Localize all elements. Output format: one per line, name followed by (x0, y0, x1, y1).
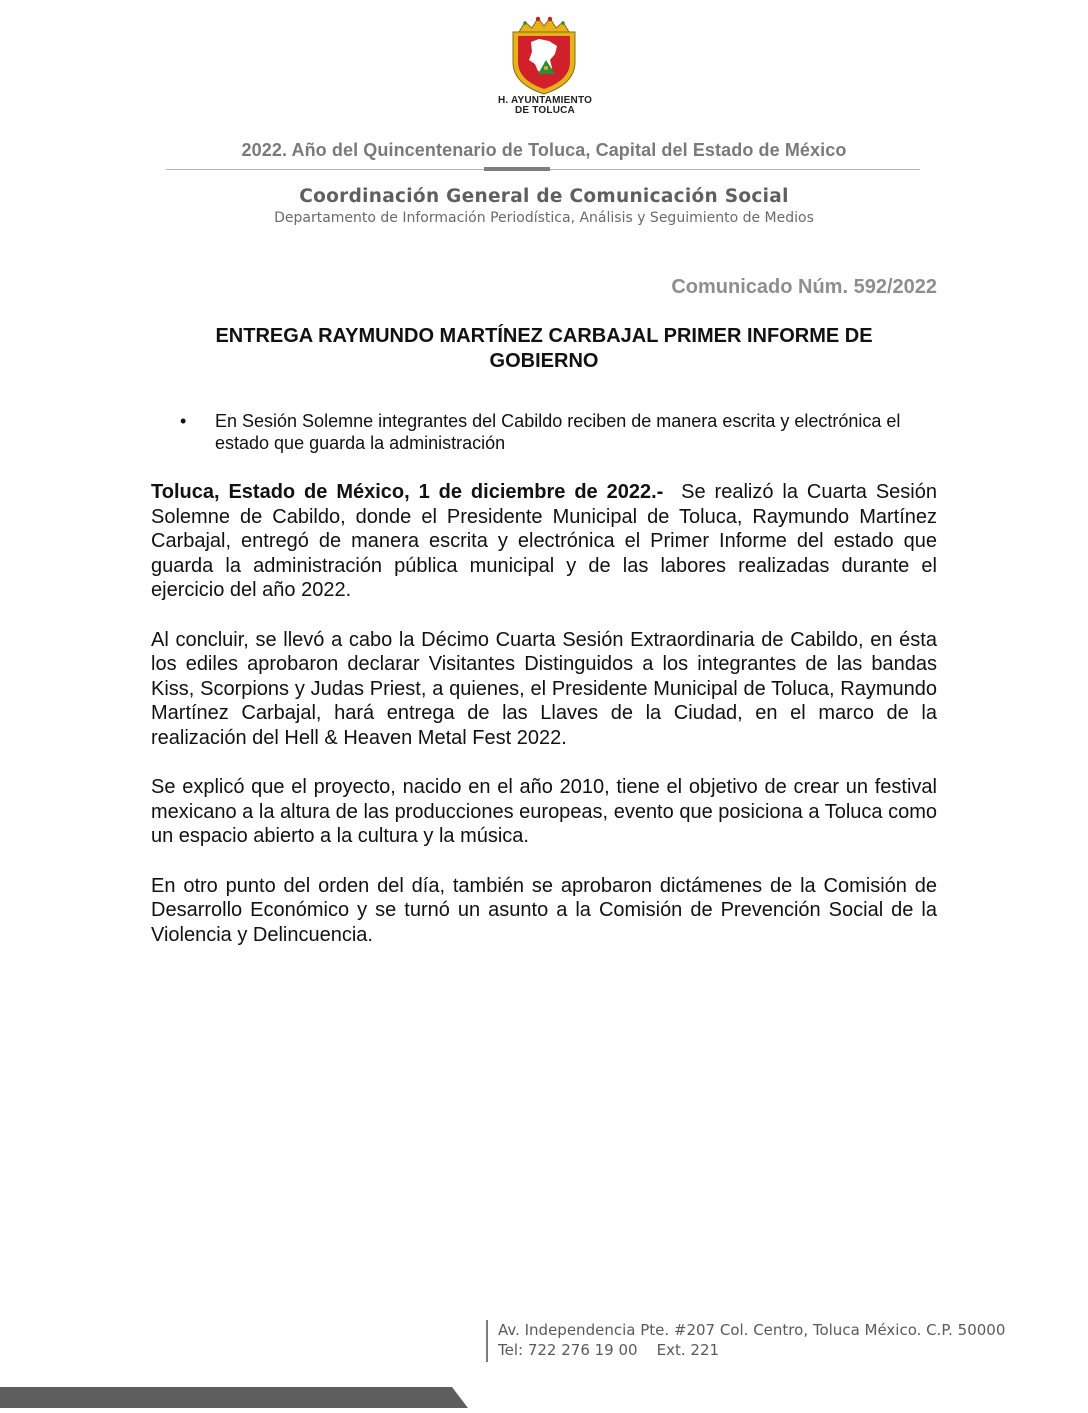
headline-line2: GOBIERNO (489, 350, 599, 372)
headline (170, 324, 918, 374)
org-name-line1: H. AYUNTAMIENTO (497, 95, 593, 106)
article-paragraph: Se explicó que el proyecto, nacido en el año 2010, tiene el objetivo de crear un festival mexicano a la altura de las producciones europeas, evento que posiciona a Toluca como un espacio abierto a la cultura y la música. (151, 776, 937, 847)
footer-extension: Ext. 221 (656, 1341, 720, 1359)
article-paragraph: Al concluir, se llevó a cabo la Décimo Cuarta Sesión Extraordinaria de Cabildo, en ésta los ediles aprobaron declarar Visitantes Distinguidos a los integrantes de las bandas Kiss, Scorpions y Judas Priest, a quienes, el Presidente Municipal de Toluca, Raymundo Martínez Carbajal, hará entrega de las Llaves de la Ciudad, en el marco de la realización del Hell & Heaven Metal Fest 2022. (151, 628, 937, 749)
dateline: Toluca, Estado de México, 1 de diciembre de 2022.- (151, 481, 664, 503)
summary-bullet (152, 410, 938, 454)
year-motto: 2022. Año del Quincentenario de Toluca, Capital del Estado de México (241, 140, 847, 160)
footer-address: Av. Independencia Pte. #207 Col. Centro, Toluca México. C.P. 50000 (498, 1321, 1006, 1339)
footer-divider (486, 1320, 488, 1362)
bullet-dot-icon: • (180, 411, 187, 431)
org-name (480, 96, 610, 116)
footer-decorative-bar (0, 1387, 468, 1408)
footer-contact (498, 1341, 719, 1359)
summary-bullet-text: En Sesión Solemne integrantes del Cabildo reciben de manera escrita y electrónica el estado que guarda la administración (215, 411, 901, 453)
article-paragraph (151, 480, 937, 603)
header-divider-accent (484, 167, 550, 171)
coordination-title: Coordinación General de Comunicación Social (299, 186, 789, 207)
headline-line1: ENTREGA RAYMUNDO MARTÍNEZ CARBAJAL PRIMER INFORME DE (215, 325, 873, 347)
release-number: Comunicado Núm. 592/2022 (671, 276, 937, 298)
paragraph-text: Se realizó la Cuarta Sesión Solemne de Cabildo, donde el Presidente Municipal de Toluca, Raymundo Martínez Carbajal, entregó de manera escrita y electrónica el Primer Informe del estado que guarda la administración pública municipal y de las labores realizadas durante el ejercicio del año 2022. (151, 481, 937, 601)
toluca-coat-of-arms-logo (505, 16, 583, 96)
footer-phone: Tel: 722 276 19 00 (498, 1341, 638, 1359)
department-subtitle: Departamento de Información Periodística, Análisis y Seguimiento de Medios (274, 210, 814, 226)
article-body (151, 480, 937, 972)
summary-bullets (152, 410, 938, 454)
org-name-line2: DE TOLUCA (515, 105, 575, 116)
article-paragraph: En otro punto del orden del día, también se aprobaron dictámenes de la Comisión de Desarrollo Económico y se turnó un asunto a la Comisión de Prevención Social de la Violencia y Delincuencia. (151, 874, 937, 946)
